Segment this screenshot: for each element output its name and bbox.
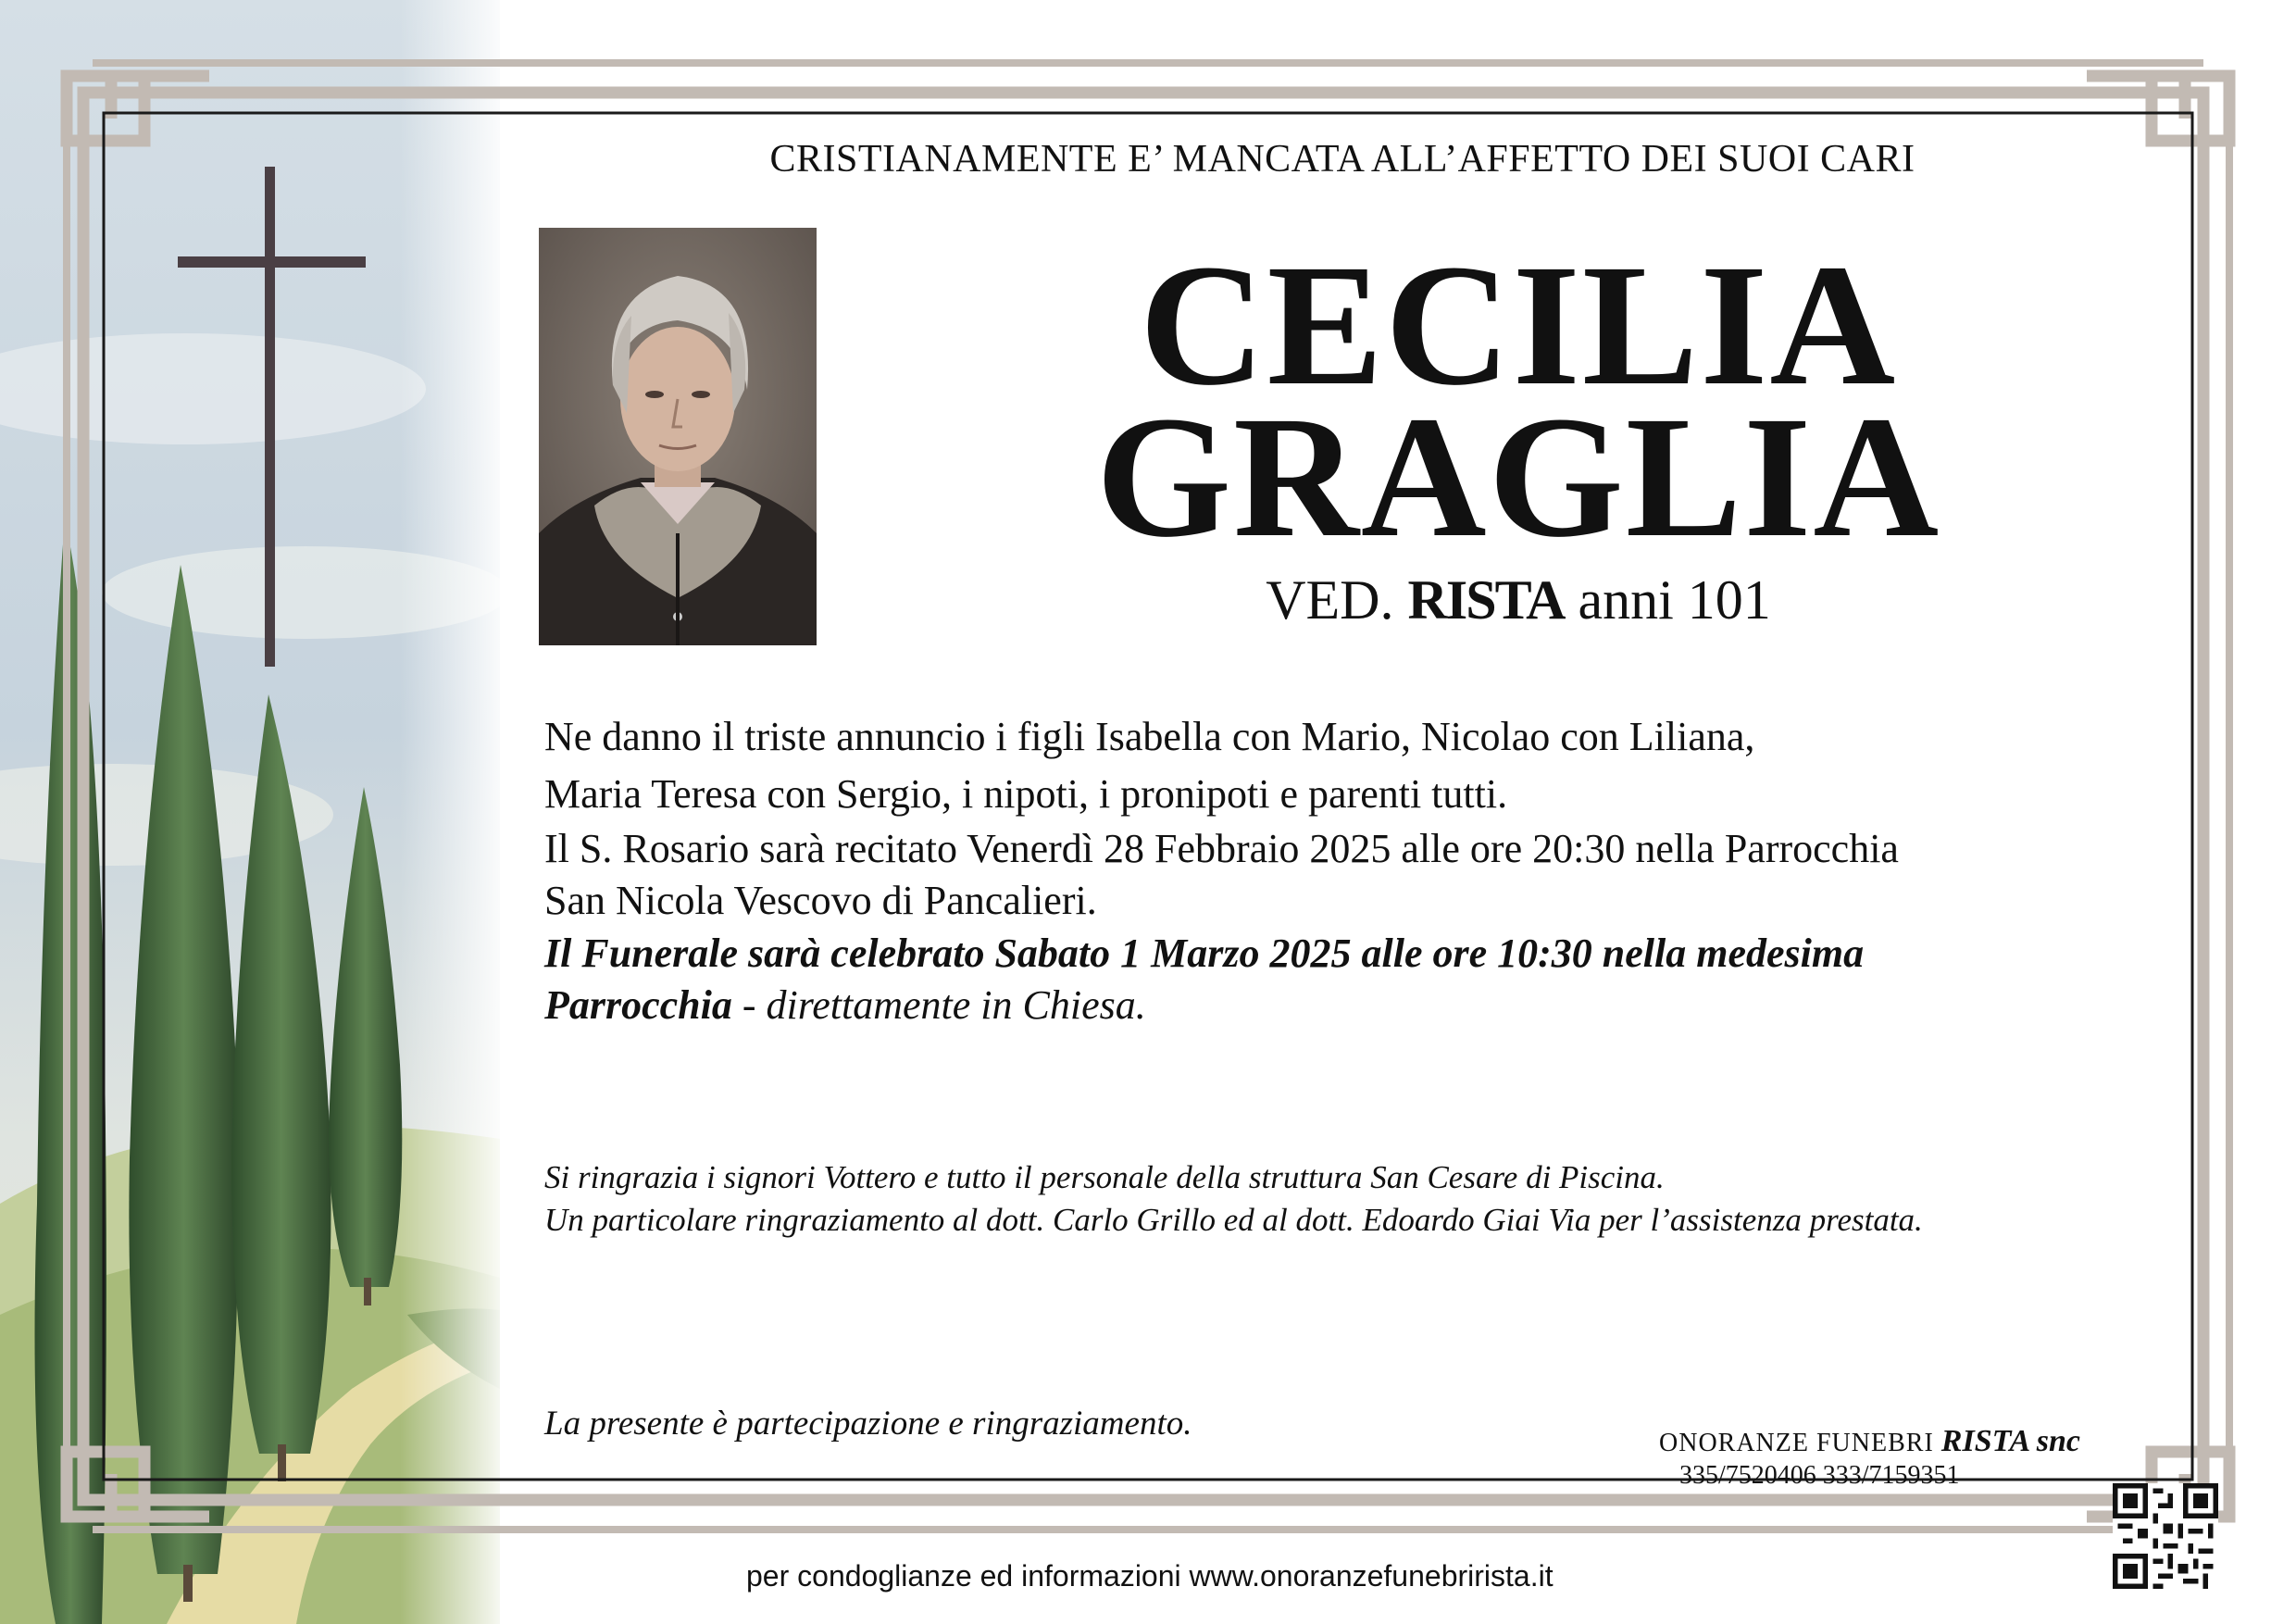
funeral-line-2-bold: Parrocchia — [544, 982, 732, 1028]
announcement-line-2: Maria Teresa con Sergio, i nipoti, i pronipoti e parenti tutti. — [544, 771, 1508, 817]
announcement-header: CRISTIANAMENTE E’ MANCATA ALL’AFFETTO DEI SUOI CARI — [769, 138, 1915, 181]
portrait-photo — [539, 228, 817, 645]
closing-text: La presente è partecipazione e ringraziamento. — [544, 1405, 1192, 1443]
funeral-home — [1659, 1424, 2080, 1459]
announcement-line-3: Il S. Rosario sarà recitato Venerdì 28 Febbraio 2025 alle ore 20:30 nella Parrocchia — [544, 826, 1899, 871]
funeral-line-2 — [544, 980, 1146, 1031]
thanks-line-2: Un particolare ringraziamento al dott. Carlo Grillo ed al dott. Edoardo Giai Via per l’assistenza prestata. — [544, 1202, 1923, 1238]
widow-line — [972, 568, 2065, 632]
first-name: CECILIA — [1139, 228, 1898, 421]
age-text: anni 101 — [1578, 569, 1771, 631]
announcement-line-1: Ne danno il triste annuncio i figli Isabella con Mario, Nicolao con Liliana, — [544, 714, 1755, 759]
funeral-line-1: Il Funerale sarà celebrato Sabato 1 Marzo 2025 alle ore 10:30 nella medesima — [544, 931, 1865, 976]
funeral-home-phones: 335/7520406 333/7159351 — [1679, 1461, 1960, 1490]
last-name: GRAGLIA — [1095, 380, 1941, 573]
footer-contact: per condoglianze ed informazioni www.onoranzefunebrirista.it — [746, 1559, 1554, 1593]
ved-name: RISTA — [1407, 569, 1565, 631]
funeral-home-name: RISTA snc — [1940, 1424, 2081, 1458]
qr-code-icon[interactable] — [2113, 1483, 2218, 1589]
ved-prefix: VED. — [1266, 569, 1394, 631]
funeral-line-2-rest: - direttamente in Chiesa. — [731, 982, 1146, 1028]
thanks-line-1: Si ringrazia i signori Vottero e tutto il personale della struttura San Cesare di Piscina. — [544, 1159, 1665, 1195]
announcement-line-4: San Nicola Vescovo di Pancalieri. — [544, 878, 1097, 923]
funeral-home-label: ONORANZE FUNEBRI — [1659, 1429, 1934, 1457]
